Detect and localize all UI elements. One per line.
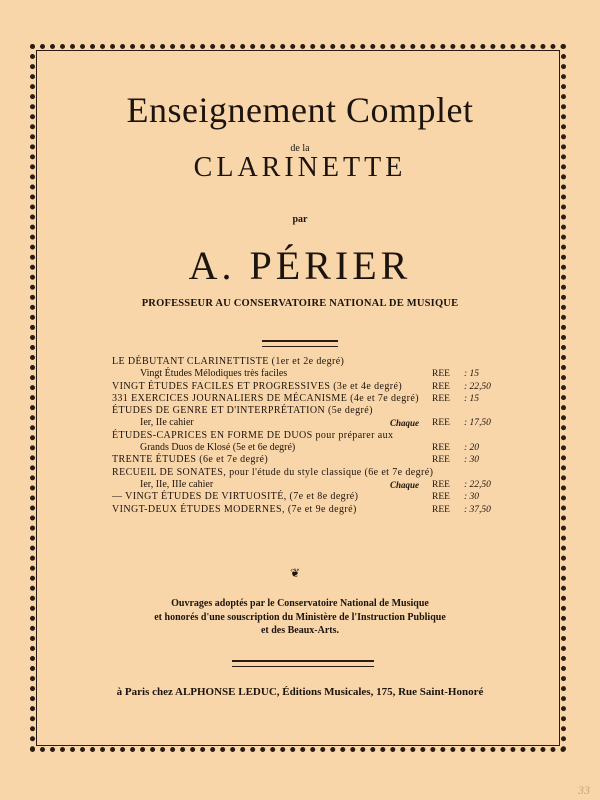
price-label: REE: [432, 369, 450, 380]
note-line-3: et des Beaux-Arts.: [260, 625, 340, 636]
list-item: [112, 491, 492, 503]
list-item: [112, 504, 492, 516]
price-value: : 30: [464, 455, 480, 466]
catalog-item-title: VINGT-DEUX ÉTUDES MODERNES, (7e et 9e degré): [112, 503, 357, 515]
list-item-subline: [112, 442, 492, 454]
list-item: [112, 467, 492, 479]
list-item-subline: [112, 417, 492, 429]
price-cell: [432, 442, 480, 454]
catalog-list: [112, 356, 492, 516]
list-item-subline: [112, 479, 492, 491]
price-cell: [432, 393, 480, 405]
catalog-item-title: ÉTUDES-CAPRICES EN FORME DE DUOS pour préparer aux: [112, 429, 394, 441]
fleuron-ornament: ❦: [290, 566, 301, 580]
price-label: REE: [432, 418, 450, 429]
price-value: : 30: [464, 492, 480, 503]
chaque-label: Chaque: [390, 479, 420, 490]
publisher-line: à Paris chez ALPHONSE LEDUC, Éditions Musicales, 175, Rue Saint-Honoré: [116, 686, 484, 698]
price-value: : 37,50: [464, 504, 491, 515]
catalog-item-subtitle: Ier, IIe, IIIe cahier: [140, 478, 214, 490]
catalog-item-subtitle: Vingt Études Mélodiques très faciles: [140, 368, 288, 380]
price-cell: [432, 368, 480, 380]
price-label: REE: [432, 479, 450, 490]
adoption-note: [0, 597, 600, 638]
price-value: : 15: [464, 393, 480, 404]
catalog-item-subtitle: Ier, IIe cahier: [140, 417, 194, 429]
note-line-1: Ouvrages adoptés par le Conservatoire National de Musique: [171, 598, 429, 609]
price-value: : 22,50: [464, 479, 491, 490]
catalog-item-title: LE DÉBUTANT CLARINETTISTE (1er et 2e degré): [112, 356, 345, 367]
list-item: [112, 381, 492, 393]
list-item: [112, 356, 492, 368]
price-cell: [432, 491, 480, 503]
divider-bottom: [232, 660, 374, 667]
price-cell: [432, 479, 491, 491]
price-cell: [432, 417, 491, 429]
price-value: : 22,50: [464, 381, 491, 392]
catalog-item-subtitle: Grands Duos de Klosé (5e et 6e degré): [140, 442, 296, 454]
price-label: REE: [432, 492, 450, 503]
instrument-title: CLARINETTE: [193, 152, 407, 183]
catalog-item-title: ÉTUDES DE GENRE ET D'INTERPRÉTATION (5e degré): [112, 405, 373, 417]
catalog-item-title: 331 EXERCICES JOURNALIERS DE MÉCANISME (4e et 7e degré): [112, 392, 419, 404]
page-title: Enseignement Complet: [126, 90, 474, 130]
catalog-item-title: TRENTE ÉTUDES (6e et 7e degré): [112, 454, 269, 466]
list-item: [112, 454, 492, 466]
par-text: par: [292, 214, 308, 225]
author-affiliation: PROFESSEUR AU CONSERVATOIRE NATIONAL DE MUSIQUE: [141, 298, 459, 309]
price-cell: [432, 454, 480, 466]
price-label: REE: [432, 443, 450, 454]
divider-top: [262, 340, 338, 347]
list-item: [112, 430, 492, 442]
list-item: [112, 405, 492, 417]
author-name: A. PÉRIER: [188, 243, 412, 288]
page-stamp: 33: [578, 783, 590, 797]
price-cell: [432, 381, 491, 393]
price-value: : 17,50: [464, 418, 491, 429]
chaque-label: Chaque: [390, 418, 420, 429]
price-label: REE: [432, 393, 450, 404]
de-la-text: de la: [290, 143, 310, 154]
list-item-subline: [112, 368, 492, 380]
list-item: [112, 393, 492, 405]
price-label: REE: [432, 381, 450, 392]
catalog-item-title: VINGT ÉTUDES FACILES ET PROGRESSIVES (3e et 4e degré): [112, 380, 403, 392]
note-line-2: et honorés d'une souscription du Ministère de l'Instruction Publique: [154, 611, 446, 623]
catalog-item-title: RECUEIL DE SONATES, pour l'étude du style classique (6e et 7e degré): [112, 466, 434, 478]
price-cell: [432, 504, 491, 516]
price-label: REE: [432, 455, 450, 466]
catalog-item-title: — VINGT ÉTUDES DE VIRTUOSITÉ, (7e et 8e degré): [112, 491, 359, 503]
price-label: REE: [432, 504, 450, 515]
price-value: : 20: [464, 443, 480, 454]
price-value: : 15: [464, 369, 480, 380]
